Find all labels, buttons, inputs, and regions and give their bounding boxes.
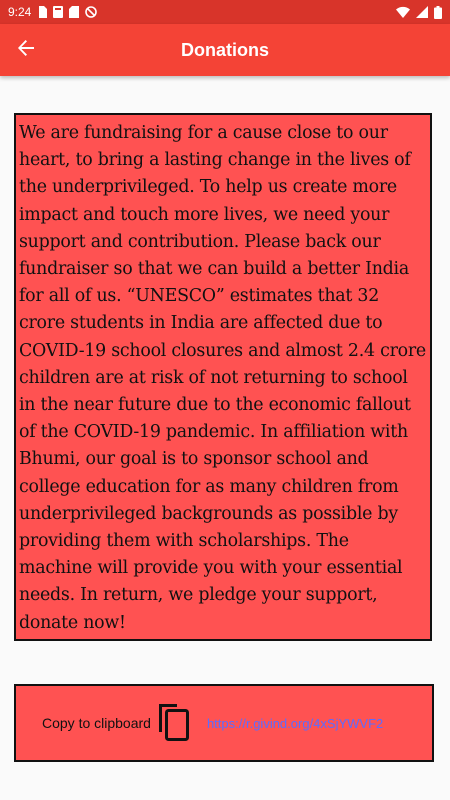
donation-message-text: We are fundraising for a cause close to our heart, to bring a lasting change in the lives of the underprivileged. To help us create more impact and touch more lives, we need your support and contribution. Please back our fundraiser so that we can build a better India for all of us. “UNESCO” estimates that 32 crore students in India are affected due to COVID-19 school closures and almost 2.4 crore children are at risk of not returning to school in the near future due to the economic fallout of the COVID-19 pandemic. In affiliation with Bhumi, our goal is to sponsor school and college education for as many children from underprivileged backgrounds as possible by providing them with scholarships. The machine will provide you with your essential needs. In return, we pledge your support, donate now! xyxy=(19,123,426,633)
donation-message-box xyxy=(14,113,432,641)
copy-to-clipboard-label: Copy to clipboard xyxy=(42,715,151,731)
copy-button[interactable] xyxy=(153,701,193,745)
signal-icon xyxy=(416,6,428,18)
status-time: 9:24 xyxy=(8,5,32,19)
sd-card-icon xyxy=(69,6,79,18)
app-bar xyxy=(0,24,450,76)
sim-icon xyxy=(37,6,47,18)
copy-icon xyxy=(155,700,191,747)
battery-icon xyxy=(434,6,442,19)
donation-link[interactable]: https://r.givind.org/4xSjYWVF2 xyxy=(206,715,384,731)
back-button[interactable] xyxy=(0,24,52,76)
arrow-back-icon xyxy=(17,39,35,62)
page-title: Donations xyxy=(181,40,269,60)
status-bar xyxy=(0,0,450,24)
storage-icon xyxy=(53,6,63,18)
wifi-icon xyxy=(396,6,410,18)
clipboard-box xyxy=(14,684,434,762)
do-not-disturb-icon xyxy=(85,6,97,18)
